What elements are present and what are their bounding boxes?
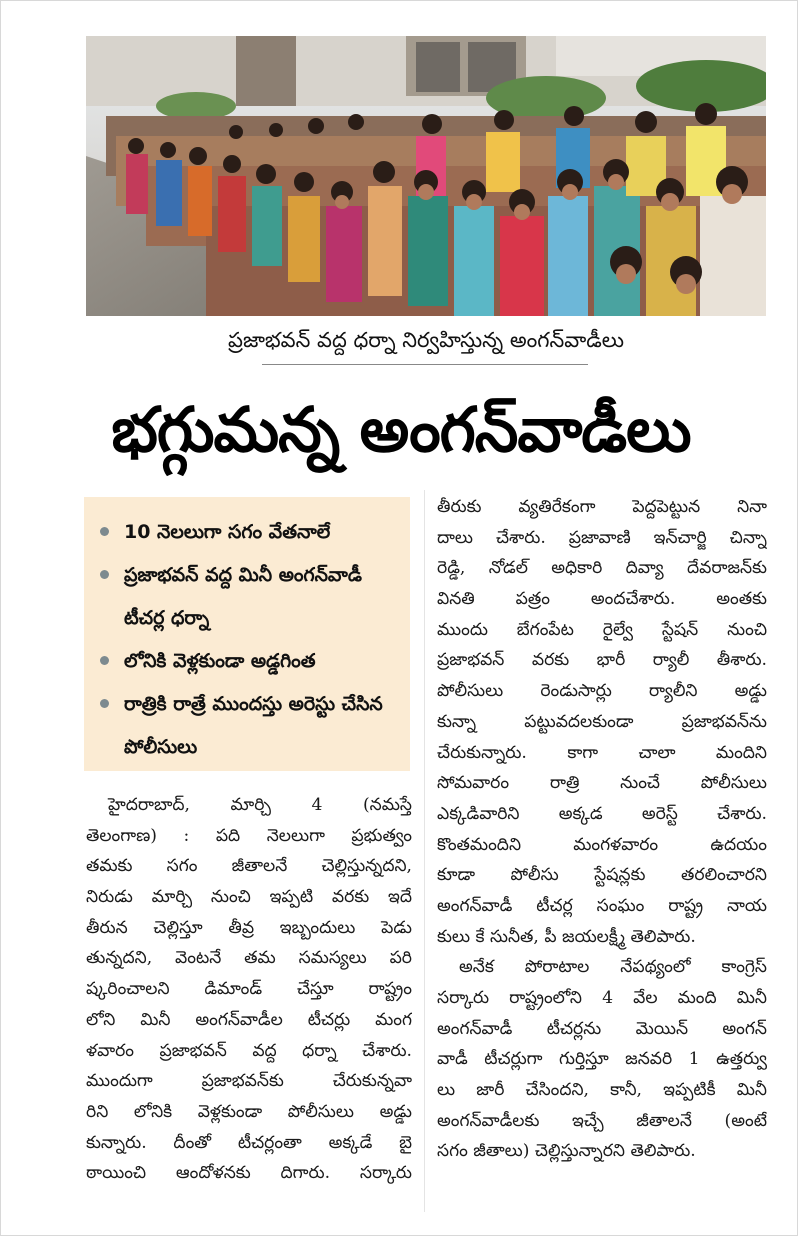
body-line: అంగన్‌వాడీ టీచర్లను మెయిన్ అంగన్ <box>437 1018 767 1039</box>
body-line: వాడీ టీచర్లుగా గుర్తిస్తూ జనవరి 1 ఉత్తర్వు <box>437 1049 767 1070</box>
body-line: అనేక పోరాటాల నేపథ్యంలో కాంగ్రెస్ <box>459 957 767 978</box>
highlight-item <box>96 640 400 683</box>
body-line: కున్నా పట్టువదలకుండా ప్రజాభవన్‌ను <box>437 711 767 732</box>
body-line: ఠాయించి ఆందోళనకు దిగారు. సర్కారు <box>86 1163 412 1184</box>
bullet-icon <box>100 527 109 536</box>
body-line: ఎక్కడివారిని అక్కడ అరెస్ట్ చేశారు. <box>437 803 767 824</box>
article-body-right <box>437 492 767 1167</box>
highlight-text: 10 నెలలుగా సగం వేతనాలే <box>124 521 331 543</box>
body-line: లోని మినీ అంగన్‌వాడీల టీచర్లు మంగ <box>86 1009 412 1030</box>
highlights-box <box>84 497 410 771</box>
protest-photo-illustration <box>86 36 766 316</box>
body-line: ముందుగా ప్రజాభవన్‌కు చేరుకున్నవా <box>86 1071 412 1092</box>
headline: భగ్గుమన్న అంగన్‌వాడీలు <box>111 393 691 466</box>
highlight-item <box>96 554 400 640</box>
body-line: సోమవారం రాత్రి నుంచే పోలీసులు <box>437 773 767 794</box>
highlight-text: ప్రజాభవన్ వద్ద మినీ అంగన్‌వాడీ టీచర్ల ధర్నా <box>124 564 362 629</box>
highlight-text: లోనికి వెళ్లకుండా అడ్డగింత <box>124 650 316 672</box>
body-line: వినతి పత్రం అందచేశారు. అంతకు <box>437 589 767 610</box>
body-line: తీరుకు వ్యతిరేకంగా పెద్దపెట్టున నినా <box>437 497 767 517</box>
bullet-icon <box>100 699 109 708</box>
body-line: కొంతమందిని మంగళవారం ఉదయం <box>437 834 767 855</box>
body-line: తీరున చెల్లిస్తూ తీవ్ర ఇబ్బందులు పెడు <box>86 917 412 938</box>
highlight-item <box>96 683 400 769</box>
highlight-item <box>96 511 400 554</box>
article-body-left <box>86 790 412 1189</box>
body-line: కూడా పోలీసు స్టేషన్లకు తరలించారని <box>437 865 767 886</box>
body-line: కున్నారు. దీంతో టీచర్లంతా అక్కడే బై <box>86 1132 412 1153</box>
bullet-icon <box>100 570 109 579</box>
body-line: పోలీసులు రెండుసార్లు ర్యాలీని అడ్డు <box>437 681 767 702</box>
body-line: తమకు సగం జీతాలనే చెల్లిస్తున్నదని, <box>86 856 412 877</box>
body-line: అంగన్‌వాడీలకు ఇచ్చే జీతాలనే (అంటే <box>437 1110 767 1131</box>
body-line: నిరుడు మార్చి నుంచి ఇప్పటి వరకు ఇదే <box>86 887 412 908</box>
bullet-icon <box>100 656 109 665</box>
column-divider <box>424 490 425 1212</box>
body-line: లు జారీ చేసిందని, కానీ, ఇప్పటికీ మినీ <box>437 1080 767 1101</box>
body-line: హైదరాబాద్, మార్చి 4 (నమస్తే <box>108 795 412 815</box>
body-line: రెడ్డి, నోడల్ అధికారి దివ్యా దేవరాజన్‌కు <box>437 558 767 579</box>
body-line: రిని లోనికి వెళ్లకుండా పోలీసులు అడ్డు <box>86 1101 412 1122</box>
body-line: ముందు బేగంపేట రైల్వే స్టేషన్ నుంచి <box>437 619 767 640</box>
body-line: చేరుకున్నారు. కాగా చాలా మందిని <box>437 742 767 763</box>
body-line: ష్కరించాలని డిమాండ్ చేస్తూ రాష్ట్రం <box>86 979 412 1000</box>
body-line: ళవారం ప్రజాభవన్ వద్ద ధర్నా చేశారు. <box>86 1040 412 1061</box>
body-line: సర్కారు రాష్ట్రంలోని 4 వేల మంది మినీ <box>437 988 767 1008</box>
body-line: కులు కే సునీత, పీ జయలక్ష్మీ తెలిపారు. <box>437 926 696 947</box>
news-photo <box>86 36 766 316</box>
photo-caption: ప్రజాభవన్ వద్ద ధర్నా నిర్వహిస్తున్న అంగన్‌వాడీలు <box>228 328 624 352</box>
body-line: సగం జీతాలు) చెల్లిస్తున్నారని తెలిపారు. <box>437 1141 696 1162</box>
body-line: అంగన్‌వాడీ టీచర్ల సంఘం రాష్ట్ర నాయ <box>437 895 767 916</box>
body-line: తెలంగాణ) : పది నెలలుగా ప్రభుత్వం <box>86 825 412 846</box>
body-line: తున్నదని, వెంటనే తమ సమస్యలు పరి <box>86 948 412 969</box>
body-line: ప్రజాభవన్ వరకు భారీ ర్యాలీ తీశారు. <box>437 650 767 671</box>
caption-divider <box>262 364 588 365</box>
body-line: దాలు చేశారు. ప్రజావాణి ఇన్‌చార్జి చిన్నా <box>437 527 767 548</box>
highlight-text: రాత్రికి రాత్రే ముందస్తు అరెస్టు చేసిన పోలీసులు <box>124 693 383 758</box>
